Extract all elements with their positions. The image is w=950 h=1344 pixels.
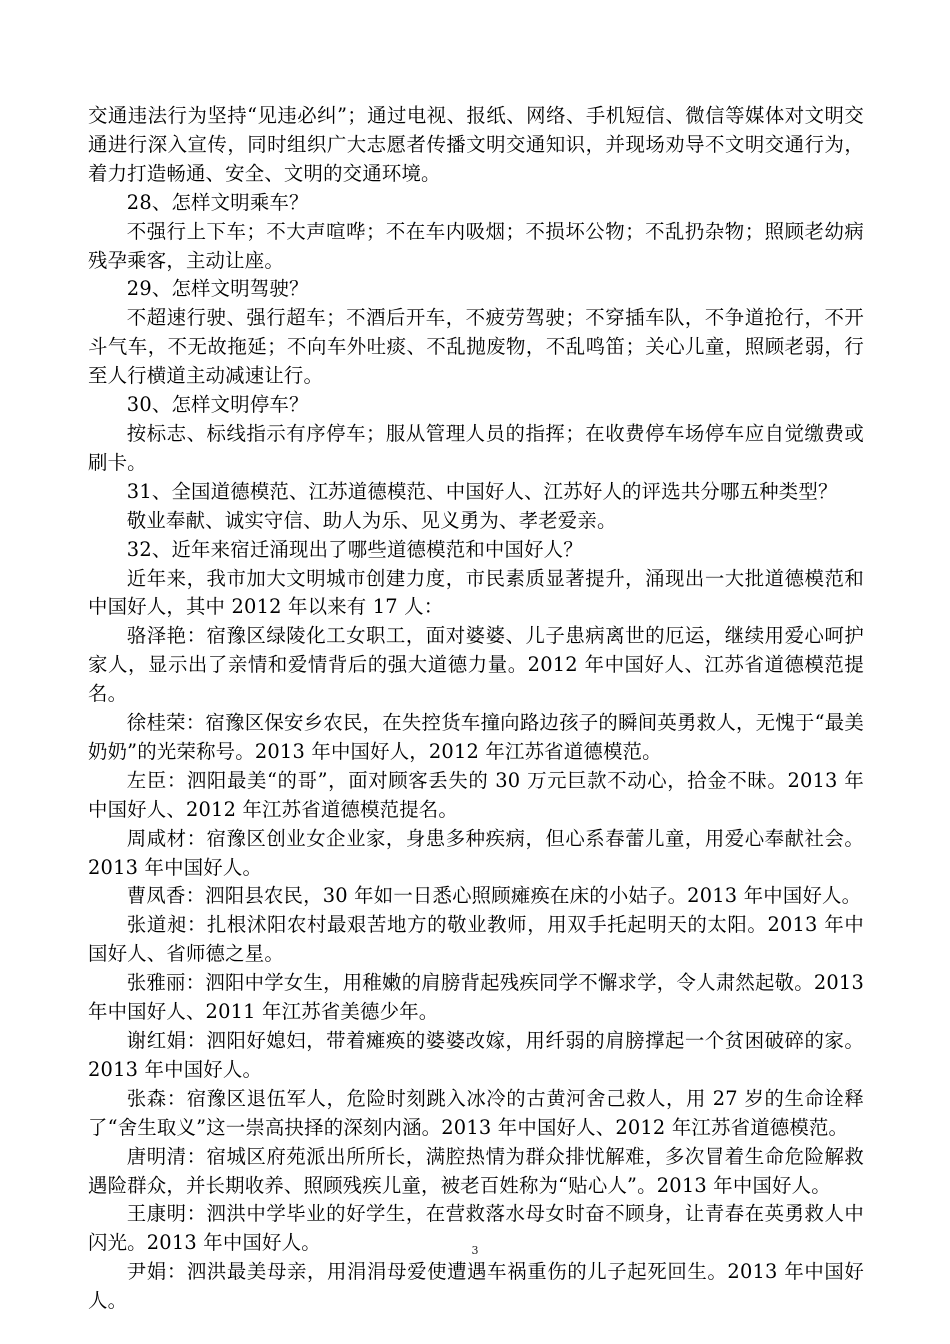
- question-28: 28、怎样文明乘车？: [126, 190, 309, 214]
- question-29: 29、怎样文明驾驶？: [126, 277, 309, 301]
- profile-xie-hongjuan: 谢红娟：泗阳好媳妇，带着瘫痪的婆婆改嫁，用纤弱的肩膀撑起一个贫困破碎的家。2013 年中国好人。: [88, 1029, 864, 1081]
- document-body: [88, 102, 864, 1316]
- answer-30: 按标志、标线指示有序停车；服从管理人员的指挥；在收费停车场停车应自觉缴费或刷卡。: [88, 421, 864, 474]
- answer-32-intro: 近年来，我市加大文明城市创建力度，市民素质显著提升，涌现出一大批道德模范和中国好人，其中 2012 年以来有 17 人：: [88, 566, 864, 619]
- question-30: 30、怎样文明停车？: [126, 393, 309, 417]
- profile-zhang-daochang: 张道昶：扎根沭阳农村最艰苦地方的敬业教师，用双手托起明天的太阳。2013 年中国好人、省师德之星。: [88, 913, 864, 966]
- paragraph-traffic-governance-continued: 交通违法行为坚持“见违必纠”；通过电视、报纸、网络、手机短信、微信等媒体对文明交通进行深入宣传，同时组织广大志愿者传播文明交通知识，并现场劝导不文明交通行为，着力打造畅通、安全、文明的交通环境。: [88, 104, 864, 185]
- profile-wang-kangming: 王康明：泗洪中学毕业的好学生，在营救落水母女时奋不顾身，让青春在英勇救人中闪光。2013 年中国好人。: [88, 1202, 864, 1255]
- answer-28: 不强行上下车；不大声喧哗；不在车内吸烟；不损坏公物；不乱扔杂物；照顾老幼病残孕乘客，主动让座。: [88, 219, 864, 272]
- profile-zhou-xiancai: 周咸材：宿豫区创业女企业家，身患多种疾病，但心系春蕾儿童，用爱心奉献社会。2013 年中国好人。: [88, 826, 864, 879]
- answer-31: 敬业奉献、诚实守信、助人为乐、见义勇为、孝老爱亲。: [126, 508, 617, 532]
- profile-yin-juan: 尹娟：泗洪最美母亲，用涓涓母爱使遭遇车祸重伤的儿子起死回生。2013 年中国好人。: [88, 1260, 864, 1313]
- profile-zhang-yali: 张雅丽：泗阳中学女生，用稚嫩的肩膀背起残疾同学不懈求学，令人肃然起敬。2013 年中国好人、2011 年江苏省美德少年。: [88, 971, 864, 1024]
- answer-29: 不超速行驶、强行超车；不酒后开车，不疲劳驾驶；不穿插车队，不争道抢行，不开斗气车，不无故拖延；不向车外吐痰、不乱抛废物，不乱鸣笛；关心儿童，照顾老弱，行至人行横道主动减速让行。: [88, 306, 864, 388]
- profile-tang-mingqing: 唐明清：宿城区府苑派出所所长，满腔热情为群众排忧解难，多次冒着生命危险解救遇险群众，并长期收养、照顾残疾儿童，被老百姓称为“贴心人”。2013 年中国好人。: [88, 1144, 864, 1197]
- page-number: 3: [471, 1244, 479, 1257]
- profile-zuo-chen: 左臣：泗阳最美“的哥”，面对顾客丢失的 30 万元巨款不动心，拾金不昧。2013 年中国好人、2012 年江苏省道德模范提名。: [88, 768, 864, 821]
- profile-luo-zeyan: 骆泽艳：宿豫区绿陵化工女职工，面对婆婆、儿子患病离世的厄运，继续用爱心呵护家人，显示出了亲情和爱情背后的强大道德力量。2012 年中国好人、江苏省道德模范提名。: [88, 624, 864, 706]
- question-31: 31、全国道德模范、江苏道德模范、中国好人、江苏好人的评选共分哪五种类型？: [126, 479, 838, 503]
- profile-xu-guirong: 徐桂荣：宿豫区保安乡农民，在失控货车撞向路边孩子的瞬间英勇救人，无愧于“最美奶奶”的光荣称号。2013 年中国好人，2012 年江苏省道德模范。: [88, 711, 864, 763]
- profile-cao-fengxiang: 曹凤香：泗阳县农民，30 年如一日悉心照顾瘫痪在床的小姑子。2013 年中国好人。: [126, 884, 862, 908]
- question-32: 32、近年来宿迁涌现出了哪些道德模范和中国好人？: [126, 537, 583, 561]
- profile-zhang-sen: 张森：宿豫区退伍军人，危险时刻跳入冰冷的古黄河舍己救人，用 27 岁的生命诠释了“舍生取义”这一崇高抉择的深刻内涵。2013 年中国好人、2012 年江苏省道德模范。: [88, 1086, 864, 1139]
